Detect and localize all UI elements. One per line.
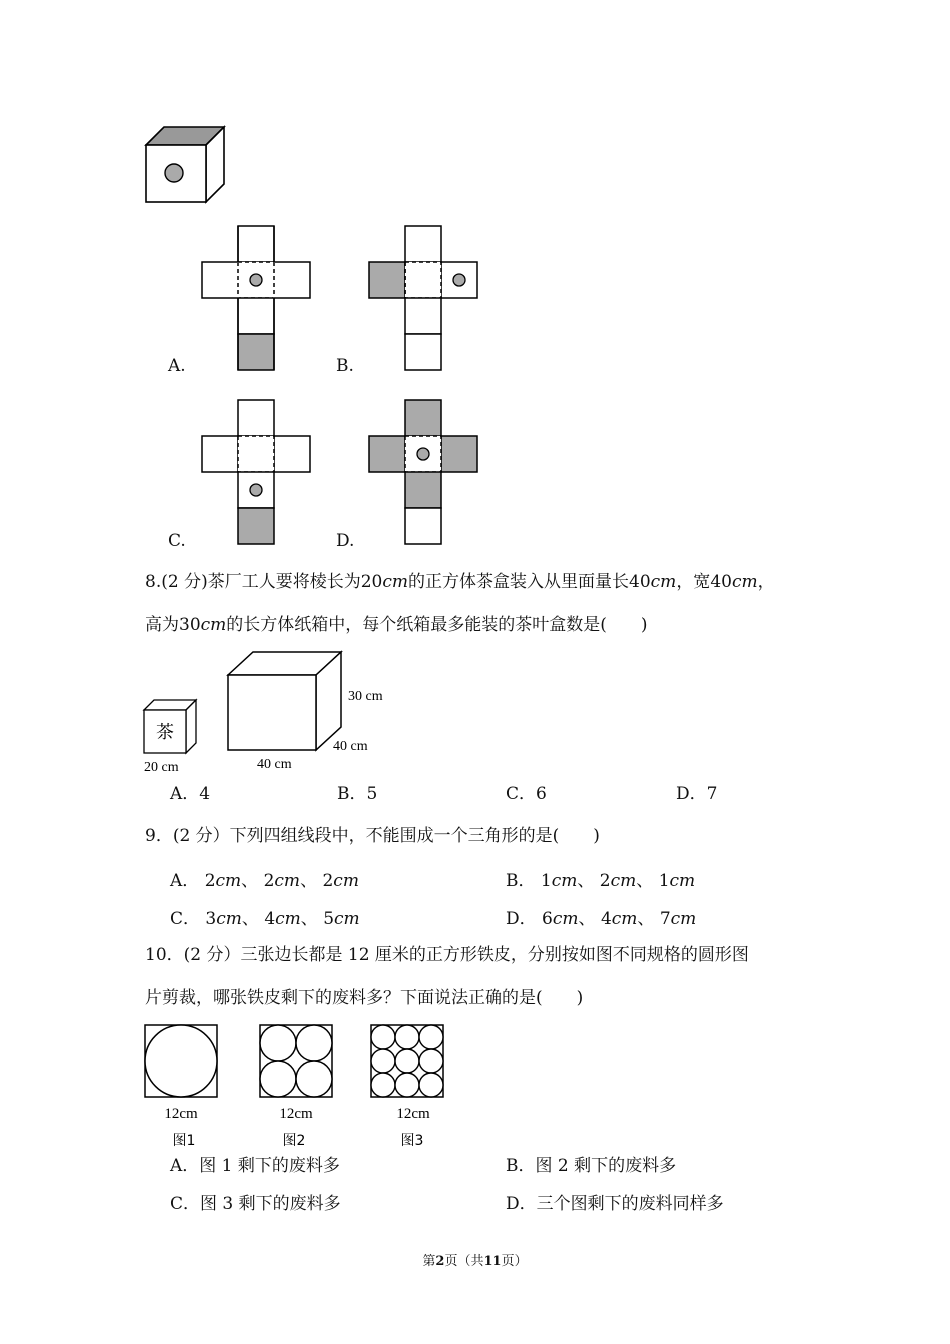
q8-option-d[interactable] — [676, 786, 717, 803]
footer-page-number: 2 — [435, 1254, 445, 1269]
q10-option-c[interactable] — [170, 1196, 341, 1213]
unit: cm — [669, 871, 696, 891]
unit: cm — [552, 909, 579, 929]
q7-option-c-label[interactable]: C. — [168, 531, 186, 551]
separator: 、 — [577, 871, 595, 891]
separator: 、 — [300, 909, 318, 929]
answer-blank[interactable]: ( ) — [552, 826, 600, 846]
q8-text: 8.(2 分)茶厂工人要将棱长为 — [145, 572, 361, 592]
option-value: 4 — [264, 909, 276, 929]
separator: 、 — [636, 871, 654, 891]
q8-text: 的正方体茶盒装入从里面量长 — [408, 572, 630, 592]
q8-unit: cm — [200, 615, 227, 635]
q9-option-d[interactable] — [506, 911, 696, 928]
option-value: 2 — [204, 871, 216, 891]
option-value: 7 — [659, 909, 671, 929]
separator: 、 — [300, 871, 318, 891]
q8-value: 20 — [360, 572, 383, 592]
q9-stem — [145, 828, 600, 845]
separator: 、 — [637, 909, 655, 929]
footer-text: 页（共 — [444, 1254, 484, 1269]
q8-unit: cm — [731, 572, 758, 592]
unit: cm — [275, 909, 301, 929]
q10-option-b[interactable] — [506, 1158, 676, 1175]
big-box-width: 40 cm — [257, 757, 292, 772]
option-text: 三个图剩下的废料同样多 — [536, 1194, 724, 1214]
option-label: A． — [170, 784, 200, 804]
option-label: C． — [170, 909, 201, 929]
q8-stem-line2 — [145, 617, 648, 634]
option-value: 2 — [263, 871, 275, 891]
page-footer — [0, 1250, 950, 1269]
q10-option-a[interactable] — [170, 1158, 340, 1175]
option-value: 3 — [205, 909, 217, 929]
option-label: A． — [170, 871, 200, 891]
q10-stem-line2 — [145, 990, 583, 1007]
option-label: C． — [170, 1194, 201, 1214]
answer-blank[interactable]: ( ) — [536, 988, 584, 1008]
option-label: A． — [170, 1156, 200, 1176]
net-option-b — [367, 224, 482, 374]
q8-text: 的长方体纸箱中，每个纸箱最多能装的茶叶盒数是 — [226, 615, 601, 635]
q10-text: 片剪裁，哪张铁皮剩下的废料多？下面说法正确的是 — [145, 988, 536, 1008]
unit: cm — [215, 871, 242, 891]
footer-text: 第 — [422, 1254, 436, 1269]
tea-box-figure — [140, 648, 400, 778]
option-value: 1 — [540, 871, 552, 891]
footer-total-pages: 11 — [483, 1254, 502, 1269]
q8-stem-line1 — [145, 574, 775, 591]
q9-option-a[interactable] — [170, 873, 359, 890]
option-value: 2 — [599, 871, 611, 891]
net-option-c — [200, 398, 315, 548]
big-box-depth: 40 cm — [333, 739, 368, 754]
big-box-height: 30 cm — [348, 689, 383, 704]
fig1-caption: 图1 — [172, 1133, 196, 1149]
option-label: C． — [506, 784, 537, 804]
option-text: 图 2 剩下的废料多 — [535, 1156, 677, 1176]
q8-value: 30 — [179, 615, 201, 635]
circle-figures — [140, 1020, 460, 1150]
q10-stem-line1: 10．(2 分）三张边长都是 12 厘米的正方形铁皮，分别按如图不同规格的圆形图 — [145, 945, 749, 965]
q8-text: ，宽 — [676, 572, 711, 592]
option-text: 7 — [706, 784, 718, 804]
option-text: 图 3 剩下的废料多 — [200, 1194, 341, 1214]
unit: cm — [610, 871, 637, 891]
option-label: B． — [506, 871, 536, 891]
unit: cm — [670, 909, 697, 929]
cube-figure — [140, 120, 230, 210]
fig1-dim: 12cm — [164, 1106, 198, 1122]
q8-option-a[interactable] — [170, 786, 210, 803]
fig3-caption: 图3 — [400, 1133, 424, 1149]
fig3-dim: 12cm — [396, 1106, 430, 1122]
unit: cm — [611, 909, 638, 929]
q7-option-b-label[interactable]: B. — [336, 356, 354, 376]
option-label: D． — [676, 784, 707, 804]
q10-option-d[interactable] — [506, 1196, 724, 1213]
fig2-dim: 12cm — [279, 1106, 313, 1122]
unit: cm — [333, 871, 359, 891]
unit: cm — [334, 909, 360, 929]
q8-unit: cm — [650, 572, 677, 592]
option-label: D． — [506, 909, 537, 929]
option-value: 6 — [542, 909, 553, 929]
option-label: B． — [337, 784, 367, 804]
q7-option-a-label[interactable]: A. — [168, 356, 186, 376]
q8-option-b[interactable] — [337, 786, 377, 803]
unit: cm — [551, 871, 578, 891]
unit: cm — [274, 871, 301, 891]
q8-value: 40 — [710, 572, 732, 592]
separator: 、 — [241, 909, 259, 929]
q8-text: ， — [757, 572, 775, 592]
option-text: 4 — [199, 784, 211, 804]
unit: cm — [216, 909, 242, 929]
q8-unit: cm — [382, 572, 409, 592]
answer-blank[interactable]: ( ) — [600, 615, 648, 635]
fig2-caption: 图2 — [282, 1133, 306, 1149]
tea-char: 茶 — [156, 722, 174, 743]
option-value: 5 — [323, 909, 335, 929]
option-value: 1 — [658, 871, 670, 891]
option-text: 图 1 剩下的废料多 — [199, 1156, 340, 1176]
net-option-a — [200, 224, 315, 374]
option-text: 5 — [366, 784, 378, 804]
q8-value: 40 — [629, 572, 651, 592]
option-value: 2 — [322, 871, 334, 891]
footer-text: 页） — [501, 1254, 528, 1269]
option-label: B． — [506, 1156, 536, 1176]
q7-option-d-label[interactable]: D. — [336, 531, 355, 551]
q8-option-c[interactable] — [506, 786, 547, 803]
option-label: D． — [506, 1194, 537, 1214]
separator: 、 — [241, 871, 259, 891]
separator: 、 — [578, 909, 596, 929]
small-cube-dim: 20 cm — [144, 760, 179, 775]
q9-option-c[interactable] — [170, 911, 360, 928]
q9-text: 9．(2 分）下列四组线段中，不能围成一个三角形的是 — [145, 826, 553, 846]
net-option-d — [367, 398, 482, 548]
q8-text: 高为 — [145, 615, 179, 635]
option-value: 4 — [600, 909, 612, 929]
q9-option-b[interactable] — [506, 873, 695, 890]
option-text: 6 — [536, 784, 547, 804]
